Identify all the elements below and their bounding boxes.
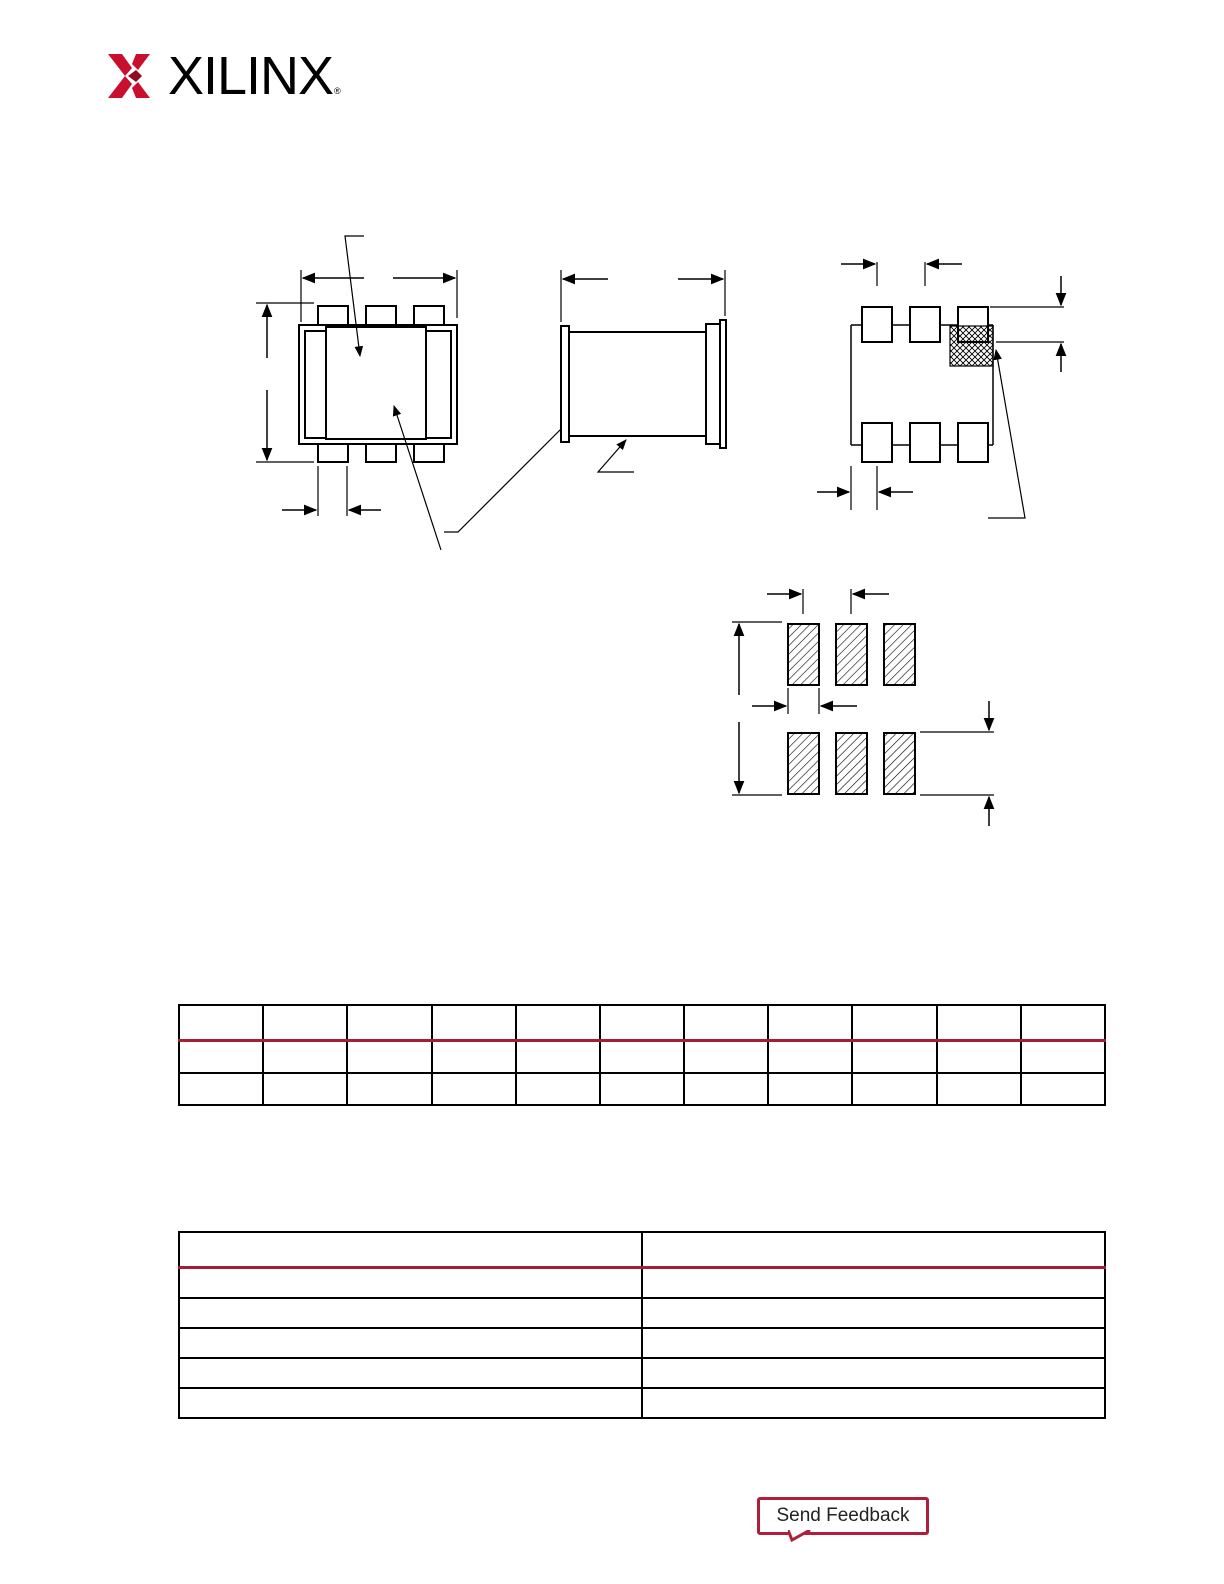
table-cell: [1021, 1041, 1105, 1074]
table-cell: [684, 1005, 768, 1041]
table-header-row: [179, 1005, 1105, 1041]
table-row: [179, 1328, 1105, 1358]
table-cell: [432, 1073, 516, 1105]
table-cell: [852, 1041, 936, 1074]
table-cell: [347, 1005, 431, 1041]
table-cell: [179, 1232, 642, 1268]
bottom-view: [817, 262, 1064, 518]
table-cell: [684, 1073, 768, 1105]
table-cell: [937, 1073, 1021, 1105]
dimension-table: [178, 1004, 1106, 1106]
table-cell: [432, 1041, 516, 1074]
brand-name: XILINX: [168, 46, 334, 106]
table-cell: [768, 1005, 852, 1041]
table-cell: [600, 1041, 684, 1074]
table-cell: [263, 1041, 347, 1074]
table-cell: [347, 1073, 431, 1105]
table-cell: [852, 1005, 936, 1041]
table-cell: [179, 1388, 642, 1418]
table-cell: [179, 1298, 642, 1328]
table-cell: [642, 1232, 1105, 1268]
top-view: [256, 236, 572, 550]
table-cell: [1021, 1005, 1105, 1041]
table-cell: [516, 1005, 600, 1041]
table-cell: [768, 1073, 852, 1105]
table-cell: [516, 1041, 600, 1074]
table-cell: [179, 1073, 263, 1105]
table-cell: [642, 1388, 1105, 1418]
table-row: [179, 1041, 1105, 1074]
send-feedback-button[interactable]: Send Feedback: [757, 1497, 929, 1535]
table-cell: [642, 1358, 1105, 1388]
table-cell: [179, 1328, 642, 1358]
land-pattern: [732, 589, 994, 826]
registered-mark: ®: [334, 86, 341, 96]
table-cell: [768, 1041, 852, 1074]
table-cell: [516, 1073, 600, 1105]
table-cell: [179, 1041, 263, 1074]
table-cell: [263, 1005, 347, 1041]
table-row: [179, 1268, 1105, 1299]
table-cell: [642, 1298, 1105, 1328]
table-cell: [937, 1041, 1021, 1074]
table-cell: [600, 1073, 684, 1105]
table-row: [179, 1073, 1105, 1105]
table-cell: [684, 1041, 768, 1074]
side-view: [561, 270, 726, 472]
package-info-table: [178, 1231, 1106, 1419]
table-cell: [432, 1005, 516, 1041]
table-cell: [852, 1073, 936, 1105]
table-cell: [600, 1005, 684, 1041]
table-row: [179, 1358, 1105, 1388]
table-row: [179, 1298, 1105, 1328]
table-cell: [937, 1005, 1021, 1041]
table-row: [179, 1388, 1105, 1418]
table-cell: [347, 1041, 431, 1074]
table-cell: [179, 1358, 642, 1388]
table-cell: [642, 1328, 1105, 1358]
table-cell: [179, 1268, 642, 1299]
feedback-bubble-tail-icon: [788, 1530, 812, 1542]
table-cell: [1021, 1073, 1105, 1105]
table-cell: [642, 1268, 1105, 1299]
table-header-row: [179, 1232, 1105, 1268]
table-cell: [263, 1073, 347, 1105]
table-cell: [179, 1005, 263, 1041]
